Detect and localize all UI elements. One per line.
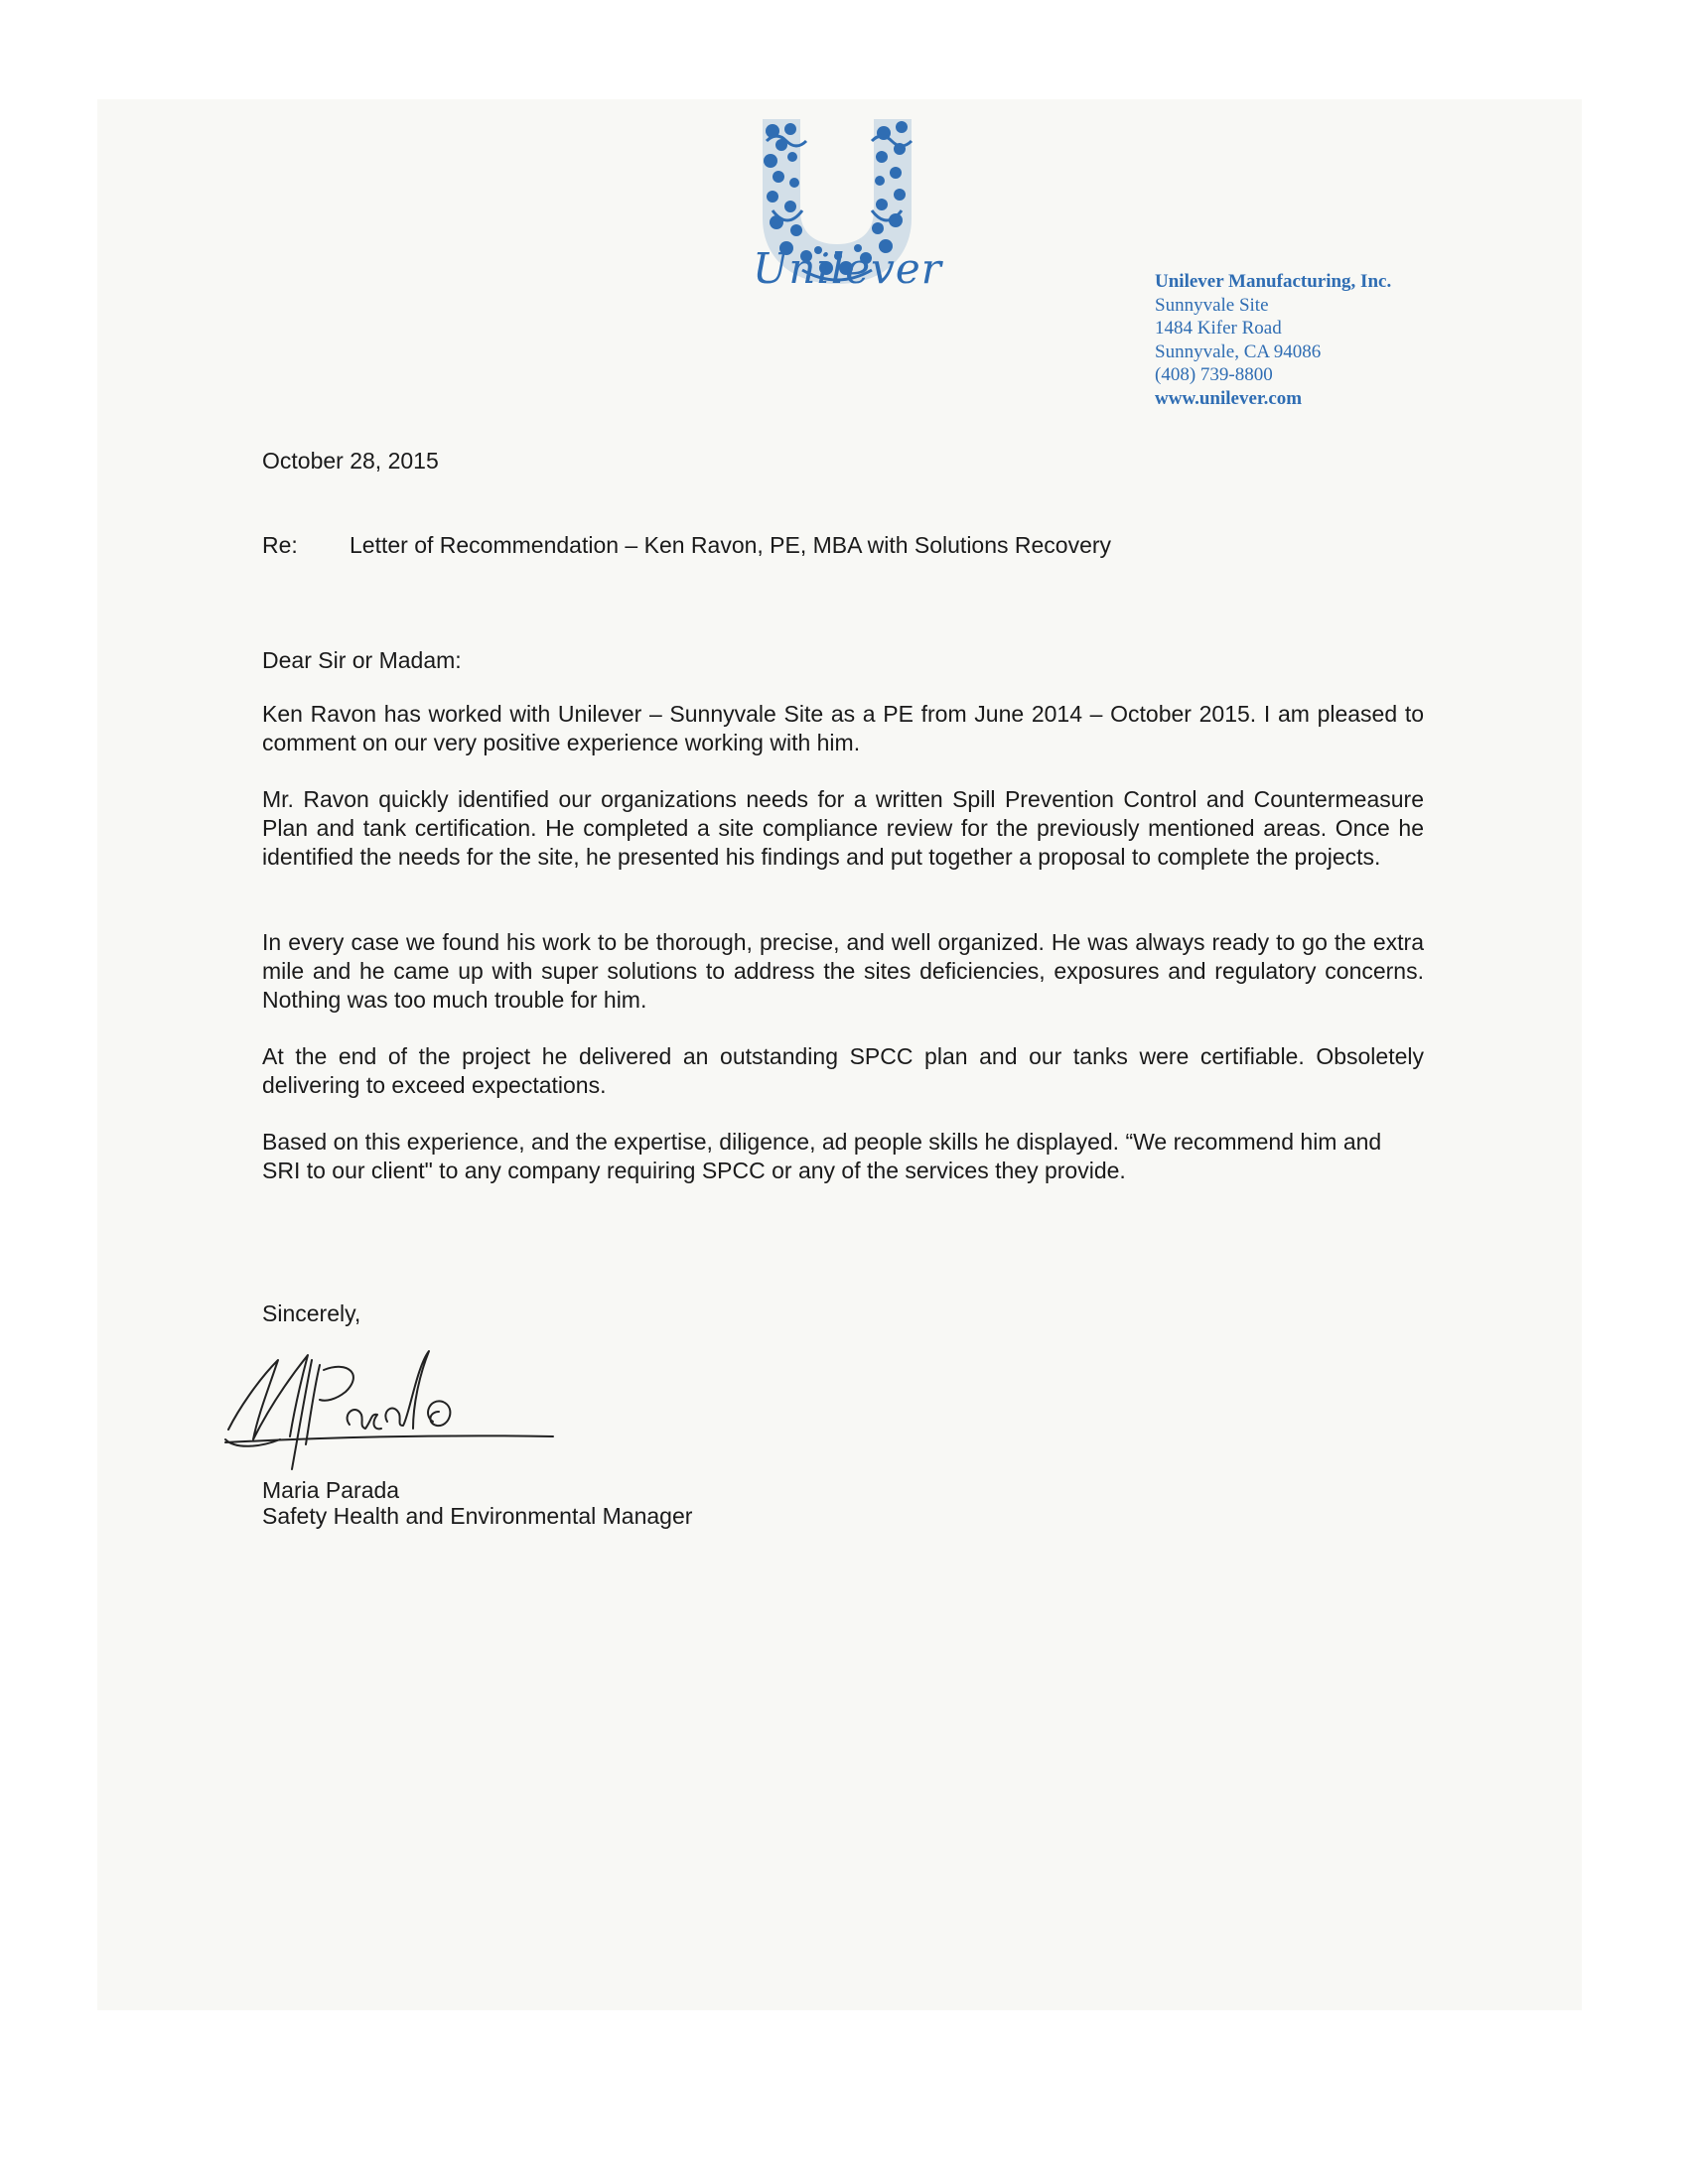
phone-number: (408) 739-8800 (1155, 364, 1273, 385)
body-paragraph: Mr. Ravon quickly identified our organizations needs for a written Spill Prevention Control and Countermeasure Plan and tank certification. He completed a site compliance review for the previously mentioned areas. Once he identified the needs for the site, he presented his findings and put together a proposal to complete the projects. (262, 786, 1424, 870)
city-state-zip: Sunnyvale, CA 94086 (1155, 341, 1322, 362)
letter-date: October 28, 2015 (262, 448, 439, 474)
signer-title: Safety Health and Environmental Manager (262, 1503, 693, 1529)
website-link[interactable]: www.unilever.com (1155, 387, 1303, 409)
body-paragraph: Ken Ravon has worked with Unilever – Sunnyvale Site as a PE from June 2014 – October 2015. I am pleased to comment on our very positive experience working with him. (262, 701, 1424, 755)
signer-name: Maria Parada (262, 1477, 400, 1503)
salutation: Dear Sir or Madam: (262, 647, 462, 673)
body-paragraph: Based on this experience, and the expertise, diligence, ad people skills he displayed. “We recommend him and SRI to our client" to any company requiring SPCC or any of the services they provide. (262, 1129, 1382, 1183)
body-paragraph: In every case we found his work to be thorough, precise, and well organized. He was always ready to go the extra mile and he came up with super solutions to address the sites deficiencies, exposures and regulatory concerns. Nothing was too much trouble for him. (262, 929, 1424, 1013)
site-name: Sunnyvale Site (1155, 294, 1269, 316)
subject-line (262, 532, 1275, 559)
signature-icon (220, 1330, 558, 1474)
re-label: Re: (262, 532, 298, 558)
company-name: Unilever Manufacturing, Inc. (1155, 271, 1392, 292)
closing: Sincerely, (262, 1300, 361, 1326)
body-paragraph: At the end of the project he delivered an outstanding SPCC plan and our tanks were certifiable. Obsoletely delivering to exceed expectations. (262, 1043, 1424, 1098)
unilever-wordmark: Unilever (753, 244, 942, 293)
letterhead-address (1155, 270, 1453, 410)
re-subject: Letter of Recommendation – Ken Ravon, PE, MBA with Solutions Recovery (350, 532, 1112, 558)
street-address: 1484 Kifer Road (1155, 318, 1282, 339)
